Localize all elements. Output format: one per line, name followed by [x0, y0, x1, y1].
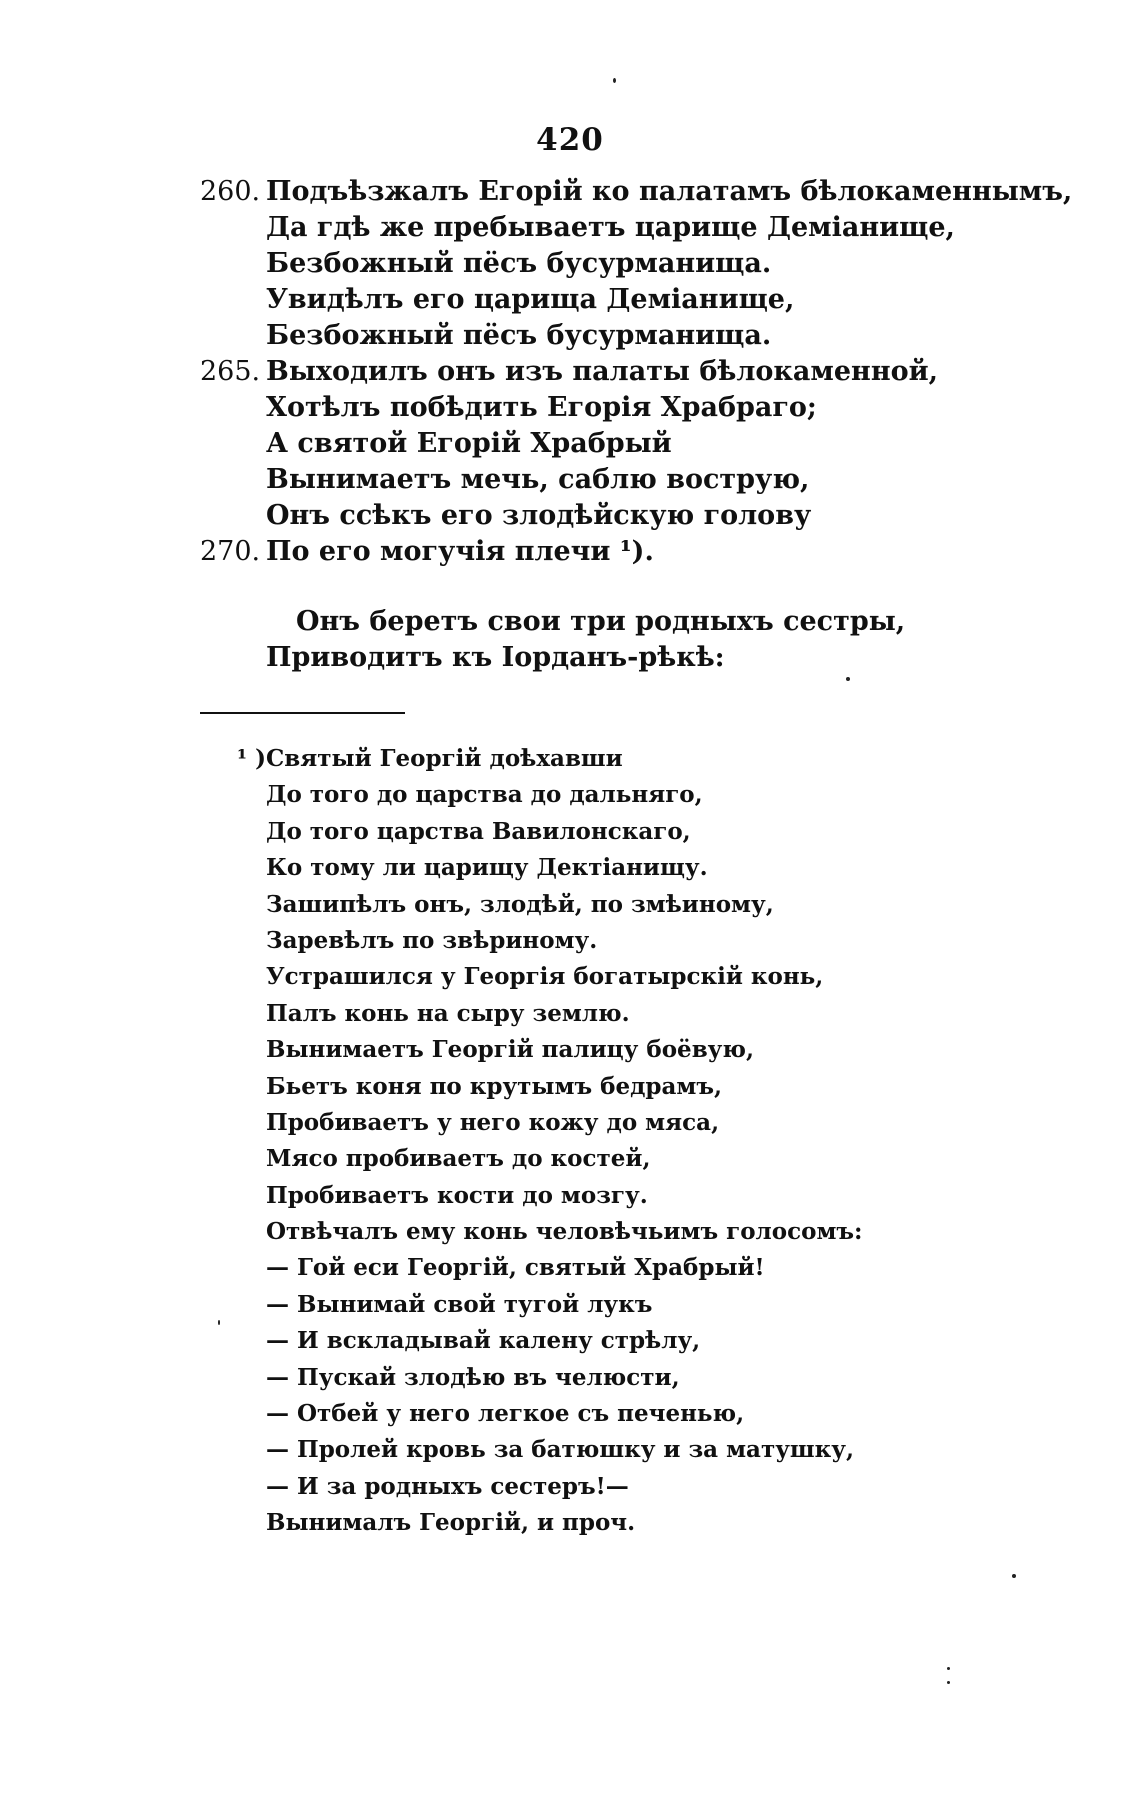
verse-text: Безбожный пёсъ бусурманища. [266, 248, 772, 279]
paper-speck [613, 78, 616, 83]
footnote-text: Заревѣлъ по звѣриному. [266, 926, 598, 954]
verse-text: Да гдѣ же пребываетъ царище Деміанище, [266, 212, 955, 243]
page-number: 420 [536, 122, 604, 158]
verse-line [200, 210, 1100, 246]
verse-line [200, 390, 1100, 426]
footnote-line [200, 1505, 1100, 1541]
stanza-gap [200, 570, 1100, 604]
verse-line [200, 174, 1100, 210]
verse-text: Приводитъ къ Іорданъ-рѣкѣ: [266, 642, 725, 673]
footnote-text: До того царства Вавилонскаго, [266, 817, 691, 845]
line-number [200, 318, 266, 354]
footnote-text: — Вынимай свой тугой лукъ [266, 1290, 653, 1318]
verse-line [200, 462, 1100, 498]
footnote-line [200, 814, 1100, 850]
line-number [200, 210, 266, 246]
line-number [200, 246, 266, 282]
verse-text: Онъ беретъ свои три родныхъ сестры, [296, 606, 906, 637]
footnote-line [200, 1032, 1100, 1068]
verse-text: По его могучія плечи ¹). [266, 536, 654, 567]
verse-text: Хотѣлъ побѣдить Егорія Храбраго; [266, 392, 817, 423]
footnote-line [200, 1396, 1100, 1432]
footnote-text: Пробиваетъ кости до мозгу. [266, 1181, 648, 1209]
verse-text: Онъ ссѣкъ его злодѣйскую голову [266, 500, 812, 531]
footnote-line [200, 1069, 1100, 1105]
line-number: 260. [200, 176, 261, 207]
footnote-line [200, 1323, 1100, 1359]
verse-text: Вынимаетъ мечь, саблю вострую, [266, 464, 810, 495]
footnote-line [200, 1432, 1100, 1468]
footnote-text: Святый Георгій доѣхавши [266, 745, 623, 772]
footnote-line [200, 923, 1100, 959]
footnote-line [200, 1469, 1100, 1505]
footnote-line [200, 1287, 1100, 1323]
line-number [200, 282, 266, 318]
footnote-text: Вынималъ Георгій, и проч. [266, 1509, 636, 1537]
footnote-line [200, 887, 1100, 923]
footnote-line [200, 777, 1100, 813]
footnote-text: До того до царства до дальняго, [266, 781, 703, 809]
verse-body [200, 174, 1100, 676]
footnote-line [200, 1178, 1100, 1214]
footnote-text: Бьетъ коня по крутымъ бедрамъ, [266, 1072, 723, 1100]
verse-line [200, 354, 1100, 390]
footnote-line [200, 741, 1100, 777]
footnote-line [200, 1360, 1100, 1396]
footnote-text: Отвѣчалъ ему конь человѣчьимъ голосомъ: [266, 1218, 863, 1246]
verse-line [200, 282, 1100, 318]
line-number [200, 498, 266, 534]
footnote-text: Мясо пробиваетъ до костей, [266, 1145, 651, 1173]
paper-speck [947, 1667, 950, 1670]
footnote-line [200, 1214, 1100, 1250]
footnote-text: — Отбей у него легкое съ печенью, [266, 1400, 745, 1428]
line-number [200, 462, 266, 498]
footnote-text: — Пролей кровь за батюшку и за матушку, [266, 1436, 854, 1464]
line-number [200, 426, 266, 462]
line-number [200, 640, 266, 676]
verse-line [200, 246, 1100, 282]
line-number: 270. [200, 536, 261, 567]
footnote-line [200, 1250, 1100, 1286]
footnote-text: Устрашился у Георгія богатырскій конь, [266, 963, 824, 991]
footnote-line [200, 996, 1100, 1032]
verse-text: Безбожный пёсъ бусурманища. [266, 320, 772, 351]
footnote-marker: ¹ ) [237, 745, 266, 772]
footnote-line [200, 1105, 1100, 1141]
footnote-text: Ко тому ли царищу Дектіанищу. [266, 854, 708, 882]
verse-line [200, 318, 1100, 354]
footnote-text: — И за родныхъ сестеръ!— [266, 1472, 629, 1500]
paper-speck [1012, 1574, 1016, 1578]
footnote-marker-cell [200, 741, 266, 777]
footnote-text: Пробиваетъ у него кожу до мяса, [266, 1108, 720, 1136]
footnote-text: Палъ конь на сыру землю. [266, 999, 630, 1027]
verse-line [200, 426, 1100, 462]
footnote-divider [200, 712, 405, 714]
footnote-text: — И вскладывай калену стрѣлу, [266, 1327, 701, 1355]
verse-text: Выходилъ онъ изъ палаты бѣлокаменной, [266, 356, 939, 387]
verse-text: Увидѣлъ его царища Деміанище, [266, 284, 795, 315]
footnote-line [200, 850, 1100, 886]
paper-speck [218, 1320, 220, 1325]
paper-speck [947, 1681, 950, 1684]
verse-line [200, 498, 1100, 534]
footnote-text: Зашипѣлъ онъ, злодѣй, по змѣиному, [266, 890, 774, 918]
line-number [200, 390, 266, 426]
paper-speck [846, 677, 850, 681]
footnote-text: — Пускай злодѣю въ челюсти, [266, 1363, 680, 1391]
line-number: 265. [200, 356, 261, 387]
verse-line [200, 534, 1100, 570]
footnote-line [200, 959, 1100, 995]
verse-text: Подъѣзжалъ Егорій ко палатамъ бѣлокаменнымъ, [266, 176, 1073, 207]
verse-text: А святой Егорій Храбрый [266, 428, 672, 459]
footnote-line [200, 1141, 1100, 1177]
line-number [200, 604, 266, 640]
verse-line [200, 604, 1100, 640]
footnote-text: Вынимаетъ Георгій палицу боёвую, [266, 1036, 754, 1064]
verse-line [200, 640, 1100, 676]
footnote-text: — Гой еси Георгій, святый Храбрый! [266, 1254, 765, 1282]
footnote [200, 741, 1100, 1542]
